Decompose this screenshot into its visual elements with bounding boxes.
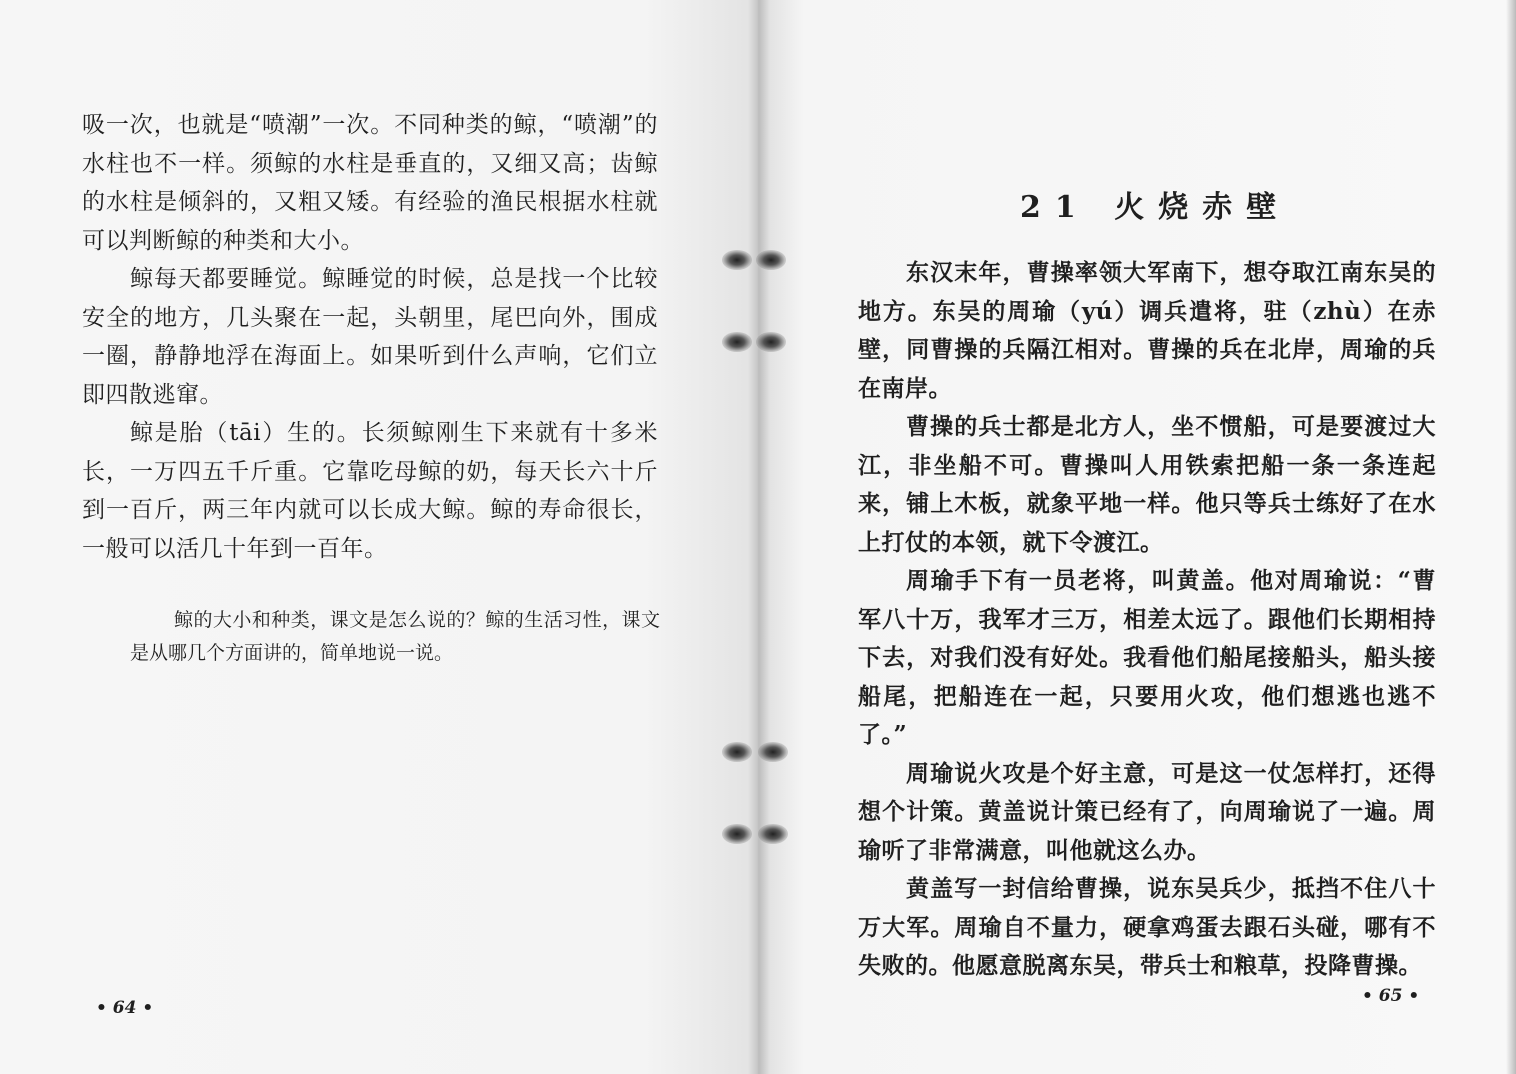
binding-hole-icon: [722, 824, 752, 844]
paragraph: 周瑜手下有一员老将，叫黄盖。他对周瑜说：“曹军八十万，我军才三万，相差太远了。跟他们长期相持下去，对我们没有好处。我看他们船尾接船头，船头接船尾，把船连在一起，只要用火攻，他们想逃也逃不了。”: [858, 567, 1436, 748]
binding-hole-icon: [756, 332, 786, 352]
page-number-left: • 64 •: [96, 998, 154, 1018]
paragraph: 鲸每天都要睡觉。鲸睡觉的时候，总是找一个比较安全的地方，几头聚在一起，头朝里，尾巴向外，围成一圈，静静地浮在海面上。如果听到什么声响，它们立即四散逃窜。: [82, 266, 658, 408]
paragraph: 鲸是胎（tāi）生的。长须鲸刚生下来就有十多米长，一万四五千斤重。它靠吃母鲸的奶，每天长六十斤到一百斤，两三年内就可以长成大鲸。鲸的寿命很长，一般可以活几十年到一百年。: [82, 420, 658, 562]
paragraph: 黄盖写一封信给曹操，说东吴兵少，抵挡不住八十万大军。周瑜自不量力，硬拿鸡蛋去跟石头碰，哪有不失败的。他愿意脱离东吴，带兵士和粮草，投降曹操。: [858, 875, 1436, 979]
paragraph: 曹操的兵士都是北方人，坐不惯船，可是要渡过大江，非坐船不可。曹操叫人用铁索把船一条一条连起来，铺上木板，就象平地一样。他只等兵士练好了在水上打仗的本领，就下令渡江。: [858, 413, 1436, 556]
paragraph: 周瑜说火攻是个好主意，可是这一仗怎样打，还得想个计策。黄盖说计策已经有了，向周瑜说了一遍。周瑜听了非常满意，叫他就这么办。: [858, 759, 1436, 864]
paragraph: 东汉末年，曹操率领大军南下，想夺取江南东吴的地方。东吴的周瑜（yú）调兵遣将，驻（zhù）在赤壁，同曹操的兵隔江相对。曹操的兵在北岸，周瑜的兵在南岸。: [858, 259, 1436, 402]
binding-hole-icon: [722, 332, 752, 352]
lesson-title: 21 火烧赤壁: [1020, 190, 1291, 225]
page-edge-shadow: [1506, 0, 1516, 1074]
page-number-right: • 65 •: [1362, 986, 1420, 1006]
exercise-question: 鲸的大小和种类，课文是怎么说的？鲸的生活习性，课文是从哪几个方面讲的，简单地说一说。: [130, 609, 660, 664]
paragraph: 吸一次，也就是“喷潮”一次。不同种类的鲸，“喷潮”的水柱也不一样。须鲸的水柱是垂直的，又细又高；齿鲸的水柱是倾斜的，又粗又矮。有经验的渔民根据水柱就可以判断鲸的种类和大小。: [82, 112, 658, 254]
binding-hole-icon: [758, 742, 788, 762]
right-page-body: [858, 254, 1436, 986]
left-page-body: [82, 106, 658, 568]
binding-hole-icon: [758, 824, 788, 844]
binding-hole-icon: [722, 742, 752, 762]
binding-hole-icon: [722, 250, 752, 270]
binding-hole-icon: [756, 250, 786, 270]
book-gutter: [748, 0, 770, 1074]
